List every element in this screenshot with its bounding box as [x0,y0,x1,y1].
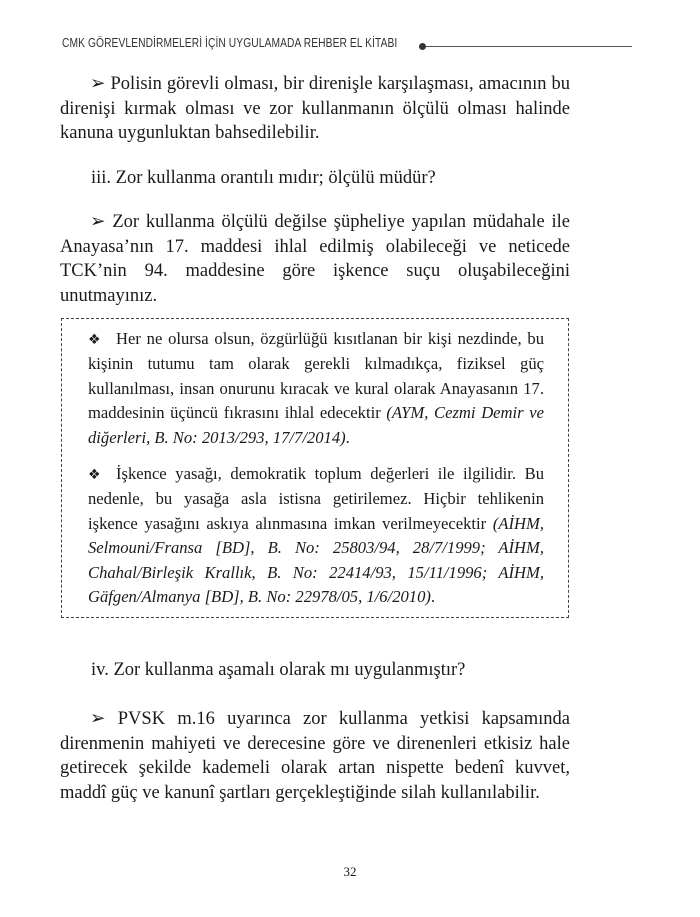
header-title: CMK GÖREVLENDİRMELERİ İÇİN UYGULAMADA REHBER EL KİTABI [62,36,398,50]
case-law-box [61,318,569,618]
diamond-bullet-icon: ❖ [88,332,101,348]
running-header [62,33,572,55]
sentence-period: . [430,587,436,607]
case-law-box-content [88,327,544,609]
case-citation: (AİHM, Selmouni/Fransa [BD], B. No: 25803/94, 28/7/1999; AİHM, Chahal/Birleşik Krallık, B. No: 22414/93, 15/11/1996; AİHM, Gäfgen/Almanya [BD], B. No: 22978/05, 1/6/2010) [88,513,544,607]
case-law-text: İşkence yasağı, demokratik toplum değerleri ile ilgilidir. Bu nedenle, bu yasağa asla istisna getirilemez. Hiçbir tehlikenin işkence yasağını askıya alınmasına imkan verilmeyecektir [88,464,544,533]
header-bullet-dot [419,43,426,50]
case-law-text: Her ne olursa olsun, özgürlüğü kısıtlanan bir kişi nezdinde, bu kişinin tutumu tam olarak gerekli kılmadıkça, fiziksel güç kullanılması, insan onurunu kıracak ve kural olarak Anayasanın 17. maddesinin üçüncü fıkrasını ihlal edecektir [88,329,544,423]
diamond-bullet-icon: ❖ [88,467,101,484]
paragraph-text: ➢ PVSK m.16 uyarınca zor kullanma yetkisi kapsamında direnmenin mahiyeti ve derecesine göre ve direnenleri etkisiz hale getirecek şekilde kademeli olarak artan nispette bedenî kuvvet, maddî güç ve kanunî şartları gerçekleştiğinde silah kullanılabilir. [60,709,570,803]
paragraph-text: ➢ Zor kullanma ölçülü değilse şüpheliye yapılan müdahale ile Anayasa’nın 17. maddesi ihlal edilmiş olabileceği ve neticede TCK’nin 94. maddesine göre işkence suçu oluşabileceğini unutmayınız. [60,212,570,306]
paragraph-proportionality [60,210,570,308]
header-rule [426,46,632,47]
paragraph-police-resistance [60,72,570,146]
page-number: 32 [343,864,357,879]
case-citation: (AYM, Cezmi Demir ve diğerleri, B. No: 2013/293, 17/7/2014) [88,403,544,447]
case-law-item-aym [88,327,544,450]
paragraph-pvsk [60,707,570,805]
question-iii: iii. Zor kullanma orantılı mıdır; ölçülü müdür? [91,168,436,188]
sentence-period: . [345,427,350,447]
case-law-item-aihm [88,462,544,609]
question-iv: iv. Zor kullanma aşamalı olarak mı uygulanmıştır? [91,660,466,680]
paragraph-text: ➢ Polisin görevli olması, bir direnişle karşılaşması, amacının bu direnişi kırmak olması ve zor kullanmanın ölçülü olması halinde kanuna uygunluktan bahsedilebilir. [60,74,570,143]
